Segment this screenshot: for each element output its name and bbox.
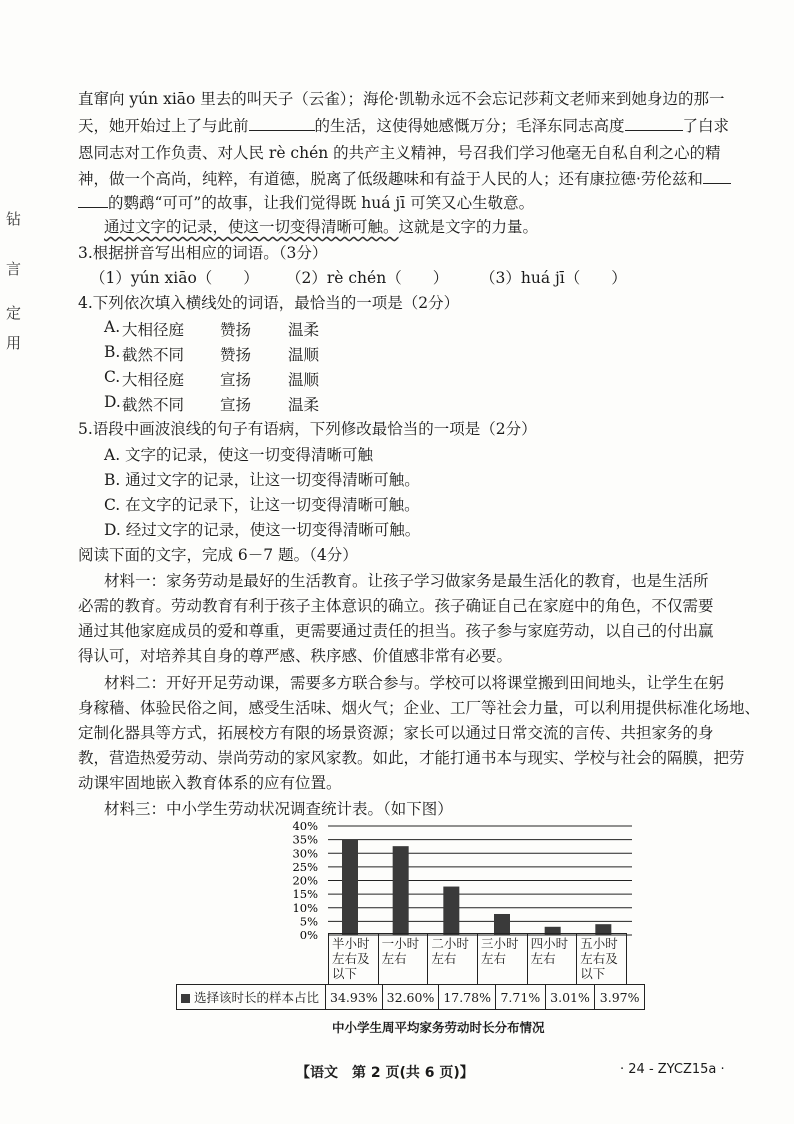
margin-char: 言 [6,260,22,278]
option-word: 截然不同 [122,346,185,364]
fill-blank[interactable] [78,193,108,208]
q5-option-a[interactable]: A. 文字的记录，使这一切变得清晰可触 [104,446,374,464]
option-word: 大相径庭 [122,321,185,339]
q5-option-b[interactable]: B. 通过文字的记录，让这一切变得清晰可触。 [104,471,420,489]
passage-line [78,192,534,214]
x-category-label: 一小时 左右 [378,934,428,985]
value-table [176,984,645,1010]
question-5-prompt: 5.语段中画波浪线的句子有语病，下列修改最恰当的一项是（2分） [78,420,537,438]
data-value-label: 3.97% [595,985,645,1010]
material-2-line: 教，营造热爱劳动、崇尚劳动的家风家教。如此，才能打通书本与现实、学校与社会的隔膜，把劳 [78,749,745,767]
option-word: 赞扬 [220,321,252,339]
material-1-line: 材料一：家务劳动是最好的生活教育。让孩子学习做家务是最生活化的教育，也是生活所 [104,572,709,590]
data-value-label: 32.60% [382,985,439,1010]
footer-code: · 24 - ZYCZ15a · [620,1062,725,1077]
option-word: 温柔 [288,321,320,339]
option-letter: C. [104,368,121,386]
x-category-label: 半小时 左右及 以下 [329,934,379,985]
material-3-line: 材料三：中小学生劳动状况调查统计表。（如下图） [104,800,453,818]
data-value-label: 17.78% [439,985,496,1010]
option-word: 温顺 [288,371,320,389]
passage-text: 的生活，这使得她感慨万分；毛泽东同志高度 [314,117,625,135]
material-2-line: 定制化器具等方式，拓展校方有限的场景资源；家长可以通过日常交流的言传、共担家务的身 [78,724,714,742]
reading-intro: 阅读下面的文字，完成 6－7 题。（4分） [78,546,358,564]
y-tick-label: 30% [292,846,318,861]
option-word: 大相径庭 [122,371,185,389]
passage-line: 恩同志对工作负责、对人民 rè chén 的共产主义精神，号召我们学习他毫无自私自利之心的精 [78,144,721,162]
legend-label: 选择该时长的样本占比 [194,990,320,1005]
q5-option-c[interactable]: C. 在文字的记录下，让这一切变得清晰可触。 [104,496,420,514]
legend-swatch [181,994,190,1003]
y-tick-label: 40% [292,819,318,833]
passage-line [78,168,731,190]
passage-line [78,115,729,137]
margin-char: 钻 [6,210,22,228]
fill-blank[interactable] [249,116,315,131]
q3-item[interactable]: （3）huá jī（ ） [480,269,627,287]
chart-title: 中小学生周平均家务劳动时长分布情况 [332,1020,545,1035]
margin-char: 定 [6,304,22,322]
y-tick-label: 15% [292,887,318,902]
option-letter: D. [104,393,121,411]
material-1-line: 通过其他家庭成员的爱和尊重，更需要通过责任的担当。孩子参与家庭劳动，以自己的付出赢 [78,622,714,640]
bar [443,887,459,935]
option-letter: A. [104,318,121,336]
y-tick-label: 5% [299,914,318,929]
q3-item[interactable]: （2）rè chén（ ） [286,269,449,287]
fill-blank[interactable] [703,169,731,184]
option-word: 宣扬 [220,371,252,389]
question-4-prompt: 4.下列依次填入横线处的词语，最恰当的一项是（2分） [78,294,460,312]
x-category-label: 五小时 左右及 以下 [577,934,627,985]
question-3-prompt: 3.根据拼音写出相应的词语。（3分） [78,244,328,262]
data-value-label: 3.01% [545,985,595,1010]
option-letter: B. [104,343,121,361]
bar [393,846,409,935]
option-word: 截然不同 [122,396,185,414]
passage-line [104,216,538,238]
passage-line: 直窜向 yún xiāo 里去的叫天子（云雀）；海伦·凯勒永远不会忘记莎莉文老师来到她身边的那一 [78,90,725,108]
y-tick-label: 20% [292,873,318,888]
option-word: 温柔 [288,396,320,414]
q3-item[interactable]: （1）yún xiāo（ ） [90,269,259,287]
bar [494,914,510,935]
y-tick-label: 0% [299,928,318,942]
x-category-label: 二小时 左右 [428,934,478,985]
bar [342,840,358,935]
material-2-line: 材料二：开好开足劳动课，需要多方联合参与。学校可以将课堂搬到田间地头，让学生在躬 [104,674,725,692]
x-category-label: 三小时 左右 [477,934,527,985]
wavy-underlined-sentence: 通过文字的记录，使这一切变得清晰可触。 [104,218,399,236]
passage-text: 的鹦鹉“可可”的故事，让我们觉得既 huá jī 可笑又心生敬意。 [108,194,535,212]
legend-cell [177,985,326,1010]
passage-text: 了白求 [682,117,730,135]
passage-text: 这就是文字的力量。 [398,218,539,236]
material-2-line: 身稼穑、体验民俗之间，感受生活味、烟火气；企业、工厂等社会力量，可以利用提供标准化场地、 [78,699,761,717]
passage-text: 天，她开始过上了与此前 [78,117,249,135]
passage-text: 神，做一个高尚，纯粹，有道德，脱离了低级趣味和有益于人民的人；还有康拉德·劳伦兹和 [78,170,703,188]
material-2-line: 动课牢固地嵌入教育体系的应有位置。 [78,774,342,792]
fill-blank[interactable] [625,116,683,131]
margin-char: 用 [6,334,22,352]
y-tick-label: 25% [292,859,318,874]
data-value-label: 34.93% [326,985,383,1010]
y-tick-label: 35% [292,832,318,847]
option-word: 赞扬 [220,346,252,364]
q5-option-d[interactable]: D. 经过文字的记录，使这一切变得清晰可触。 [104,521,421,539]
page-footer: 【语文 第 2 页(共 6 页)】 [296,1065,474,1081]
option-word: 宣扬 [220,396,252,414]
option-word: 温顺 [288,346,320,364]
category-table [328,933,627,985]
y-tick-label: 10% [292,900,318,915]
material-1-line: 必需的教育。劳动教育有利于孩子主体意识的确立。孩子确证自己在家庭中的角色，不仅需要 [78,597,714,615]
x-category-label: 四小时 左右 [527,934,577,985]
data-value-label: 7.71% [496,985,546,1010]
material-1-line: 得认可，对培养其自身的尊严感、秩序感、价值感非常有必要。 [78,647,513,665]
